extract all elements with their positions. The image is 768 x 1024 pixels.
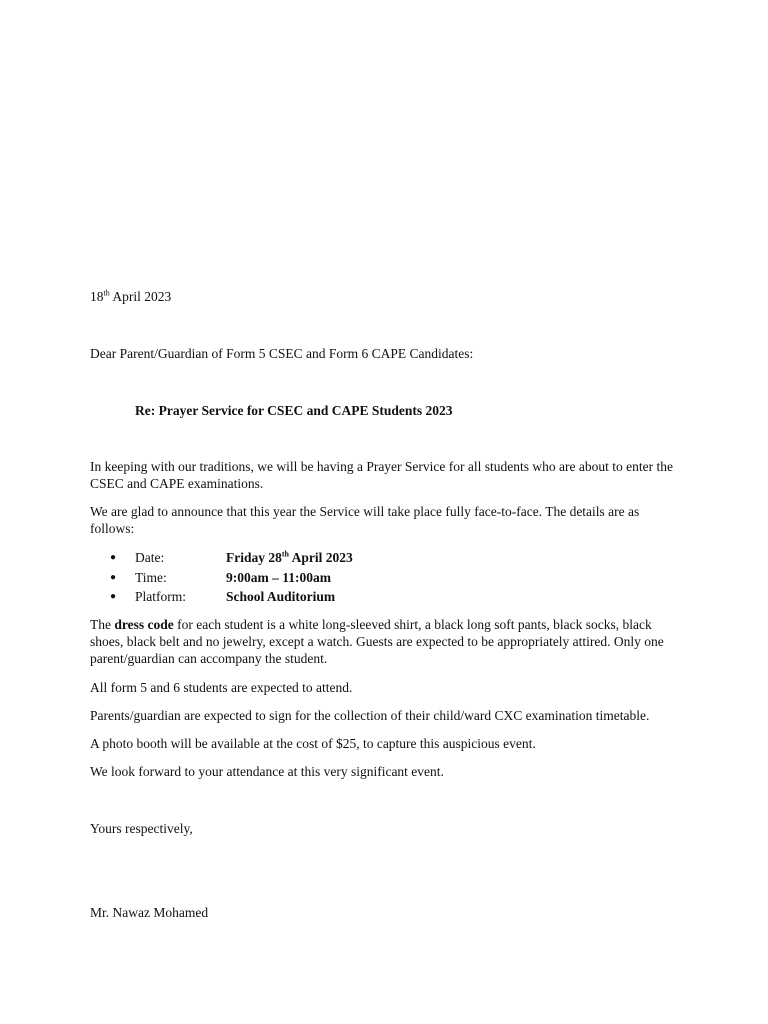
- detail-date: [110, 549, 610, 567]
- detail-platform: [110, 588, 610, 606]
- bullet-icon: ●: [110, 552, 117, 563]
- paragraph-traditions: In keeping with our traditions, we will be having a Prayer Service for all students who are about to enter the CSEC and CAPE examinations.: [90, 459, 673, 491]
- letter-date: [90, 288, 680, 305]
- detail-time-value: 9:00am – 11:00am: [226, 570, 331, 585]
- date-rest: April 2023: [112, 289, 172, 304]
- bullet-icon: ●: [110, 591, 117, 602]
- detail-date-label: Date:: [135, 550, 165, 565]
- detail-date-value: [226, 549, 353, 567]
- detail-platform-label: Platform:: [135, 589, 186, 604]
- detail-date-value-pre: Friday 28: [226, 550, 282, 565]
- date-day: 18: [90, 289, 104, 304]
- detail-time-label: Time:: [135, 570, 167, 585]
- detail-platform-value: School Auditorium: [226, 589, 336, 604]
- bullet-icon: ●: [110, 572, 117, 583]
- paragraph-announcement: We are glad to announce that this year the Service will take place fully face-to-face. The details are as follows:: [90, 504, 640, 536]
- paragraph-look-forward: We look forward to your attendance at this very significant event.: [90, 764, 444, 779]
- detail-date-value-post: April 2023: [291, 550, 353, 565]
- paragraph-attend: All form 5 and 6 students are expected to attend.: [90, 680, 353, 695]
- detail-date-value-sup: th: [281, 549, 289, 559]
- dress-bold: dress code: [114, 617, 174, 632]
- detail-time: [110, 569, 610, 587]
- paragraph-timetable: Parents/guardian are expected to sign for the collection of their child/ward CXC examination timetable.: [90, 708, 650, 723]
- closing: Yours respectively,: [90, 821, 193, 836]
- paragraph-dress-code: [90, 616, 680, 667]
- salutation: Dear Parent/Guardian of Form 5 CSEC and Form 6 CAPE Candidates:: [90, 346, 474, 361]
- date-suffix: th: [103, 288, 110, 298]
- dress-post: for each student is a white long-sleeved shirt, a black long soft pants, black socks, black shoes, black belt and no jewelry, except a watch. Guests are expected to be appropriately attired. Only one parent/guardian can accompany the student.: [90, 617, 664, 666]
- signatory-name: Mr. Nawaz Mohamed: [90, 905, 209, 920]
- dress-pre: The: [90, 617, 111, 632]
- subject-line: Re: Prayer Service for CSEC and CAPE Students 2023: [135, 403, 453, 418]
- paragraph-photo-booth: A photo booth will be available at the cost of $25, to capture this auspicious event.: [90, 736, 536, 751]
